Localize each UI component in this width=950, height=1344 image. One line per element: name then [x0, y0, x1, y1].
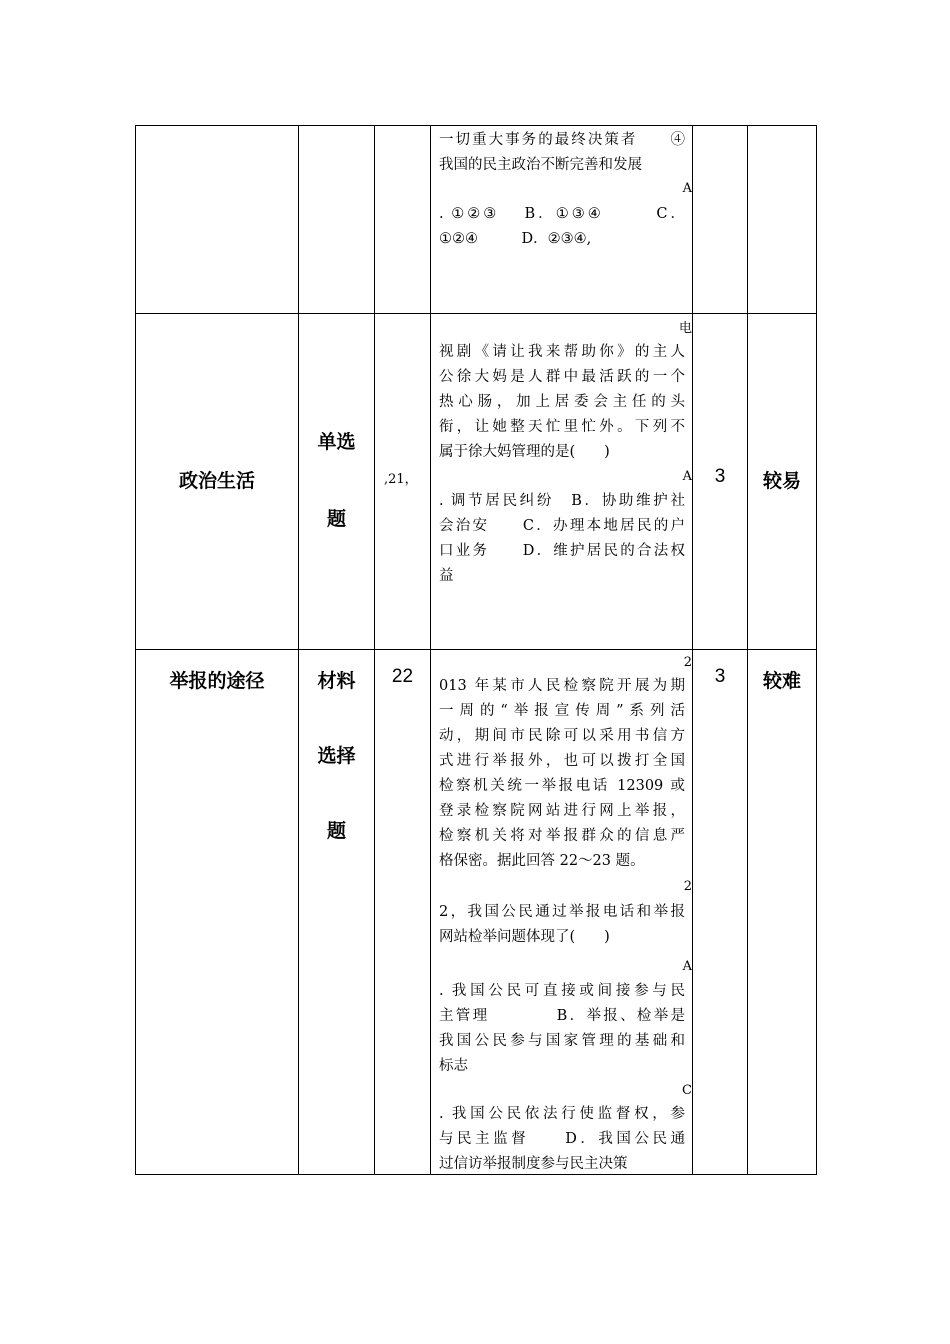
type-label: 材料 [317, 670, 356, 692]
difficulty-label: 较难 [762, 670, 801, 692]
question-line: 属于徐大妈管理的是( ) [439, 444, 610, 460]
number-cell [375, 314, 431, 650]
sub-question-text [439, 900, 685, 950]
score-value: 3 [714, 466, 726, 487]
difficulty-cell [748, 126, 817, 314]
option-marker: A [682, 469, 692, 484]
stem-marker: 电 [678, 321, 692, 336]
option-line: 口业务 D．维护居民的合法权 [439, 543, 685, 559]
option-marker: A [682, 959, 692, 974]
option-line: 我国公民参与国家管理的基础和 [439, 1033, 685, 1049]
type-label: 选择 [317, 745, 356, 767]
option-line: 过信访举报制度参与民主决策 [439, 1156, 628, 1172]
material-line: 动，期间市民除可以采用书信方 [439, 728, 685, 744]
number-cell [375, 126, 431, 314]
question-table [135, 125, 817, 1175]
option-line: 与民主监督 D．我国公民通 [439, 1131, 685, 1147]
type-cell [299, 126, 375, 314]
question-line: 视剧《请让我来帮助你》的主人 [439, 344, 685, 360]
question-cell [431, 126, 693, 314]
option-a-text [439, 979, 685, 1079]
material-text [439, 674, 685, 874]
option-marker: C [682, 1083, 692, 1098]
type-cell [299, 314, 375, 650]
question-text [439, 340, 685, 465]
topic-cell [136, 314, 299, 650]
topic-label: 举报的途径 [169, 670, 265, 692]
score-cell [693, 650, 748, 1175]
topic-cell [136, 126, 299, 314]
material-line: 格保密。据此回答 22～23 题。 [439, 853, 645, 869]
sub-question-marker: 2 [683, 879, 692, 894]
sub-question-line: 网站检举问题体现了( ) [439, 929, 610, 945]
question-options [439, 202, 685, 252]
difficulty-label: 较易 [762, 470, 801, 492]
stem-marker: 2 [683, 655, 692, 670]
material-line: 检察机关将对举报群众的信息严 [439, 828, 685, 844]
option-line: 益 [439, 568, 454, 584]
question-line: 衔，让她整天忙里忙外。下列不 [439, 419, 685, 435]
question-cell [431, 314, 693, 650]
question-cell [431, 650, 693, 1175]
topic-label: 政治生活 [178, 470, 255, 492]
option-line: . ①②③ B．①③④ C． [439, 206, 685, 222]
material-line: 检察机关统一举报电话 12309 或 [439, 778, 685, 794]
type-label: 题 [326, 508, 346, 530]
question-options [439, 489, 685, 589]
option-line: . 我国公民依法行使监督权，参 [439, 1106, 685, 1122]
question-line: 我国的民主政治不断完善和发展 [439, 157, 642, 173]
type-cell [299, 650, 375, 1175]
material-line: 一周的“举报宣传周”系列活 [439, 703, 685, 719]
material-line: 013 年某市人民检察院开展为期 [439, 678, 685, 694]
sub-question-line: 2，我国公民通过举报电话和举报 [439, 904, 685, 920]
question-line: 热心肠，加上居委会主任的头 [439, 394, 685, 410]
option-line: 标志 [439, 1058, 468, 1074]
option-line: . 我国公民可直接或间接参与民 [439, 983, 685, 999]
type-label: 单选 [317, 431, 356, 453]
option-c-text [439, 1102, 685, 1177]
option-line: ①②④ D．②③④, [439, 231, 592, 247]
question-number: ,21， [384, 472, 418, 487]
topic-cell [136, 650, 299, 1175]
difficulty-cell [748, 314, 817, 650]
option-marker: A [682, 181, 692, 196]
score-cell [693, 126, 748, 314]
question-text [439, 128, 685, 178]
question-number: 22 [391, 666, 414, 687]
option-line: 主管理 B．举报、检举是 [439, 1008, 685, 1024]
type-label: 题 [326, 820, 346, 842]
material-line: 登录检察院网站进行网上举报， [439, 803, 685, 819]
question-line: 公徐大妈是人群中最活跃的一个 [439, 369, 685, 385]
number-cell [375, 650, 431, 1175]
option-line: . 调节居民纠纷 B．协助维护社 [439, 493, 685, 509]
option-line: 会治安 C．办理本地居民的户 [439, 518, 685, 534]
difficulty-cell [748, 650, 817, 1175]
material-line: 式进行举报外，也可以拨打全国 [439, 753, 685, 769]
score-cell [693, 314, 748, 650]
question-line: 一切重大事务的最终决策者 ④ [439, 132, 685, 148]
score-value: 3 [714, 666, 726, 687]
